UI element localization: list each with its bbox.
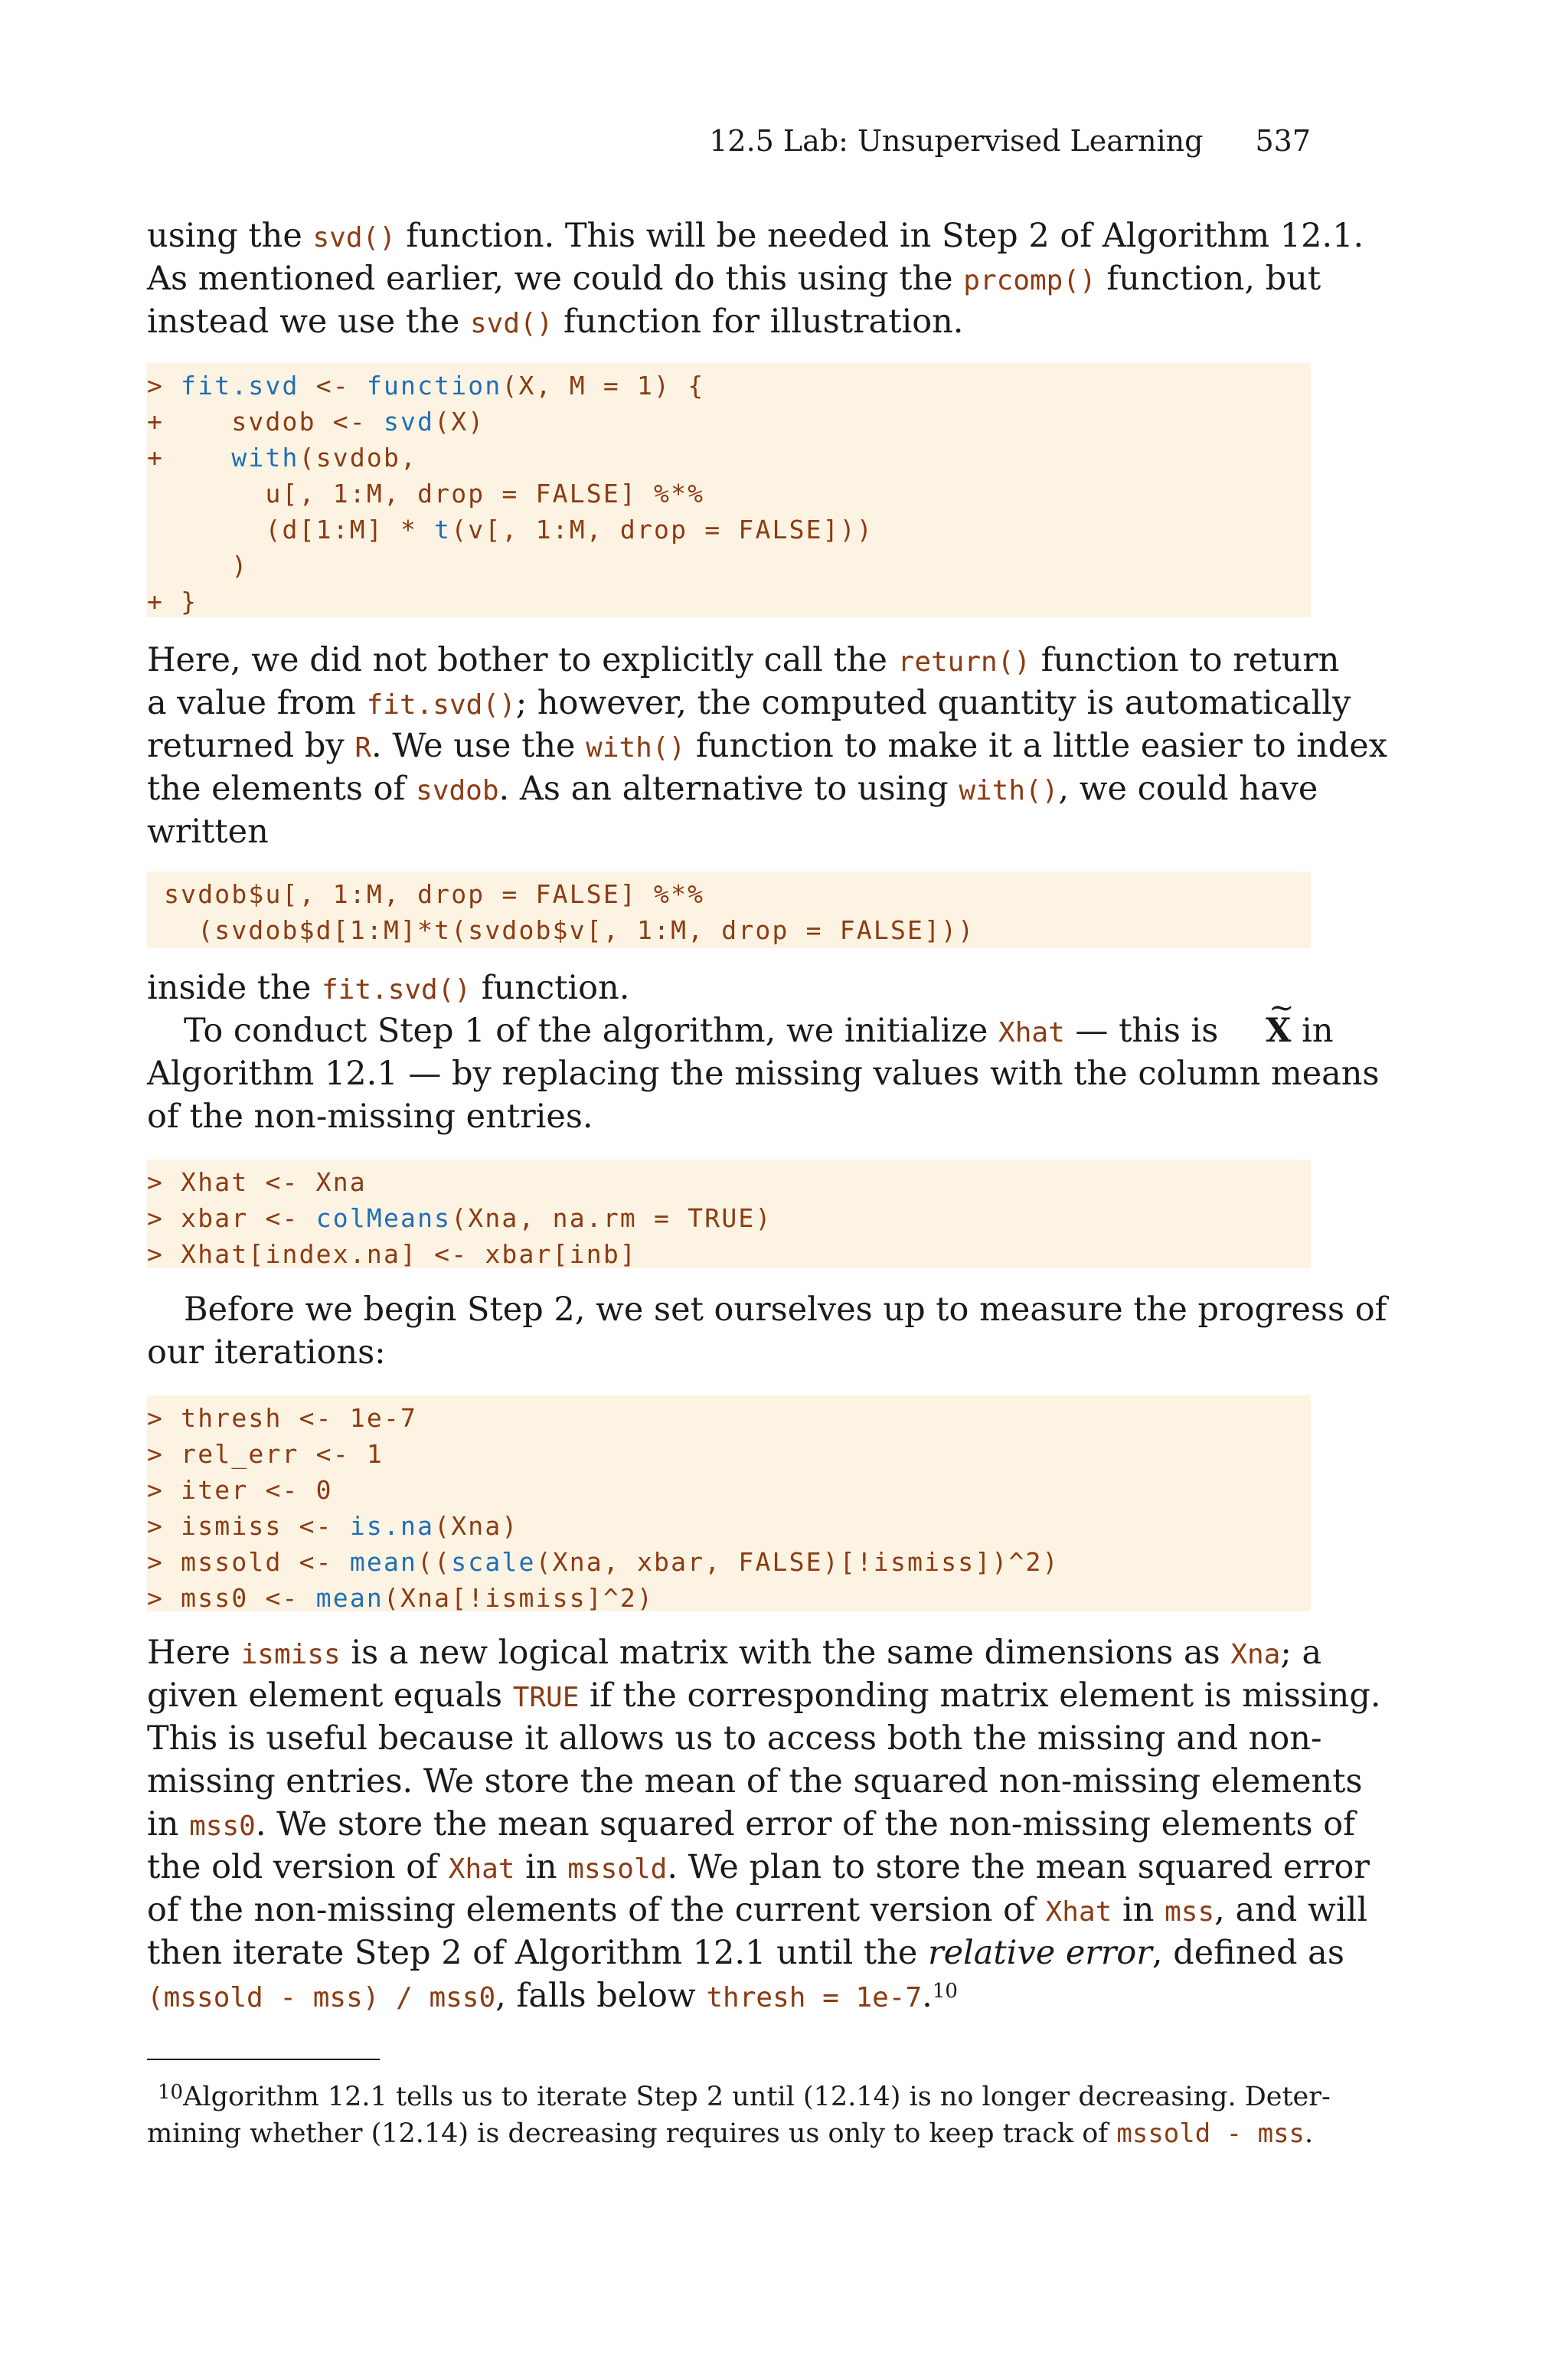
text-line: of the non-missing entries. [147, 1097, 593, 1136]
code-line: + svdob <- svd(X) [147, 407, 485, 437]
x-tilde-symbol: ~ X [1229, 1009, 1291, 1052]
footnote-rule [147, 2059, 380, 2060]
code-line: > mss0 <- mean(Xna[!ismiss]^2) [147, 1583, 655, 1613]
code-line: > ismiss <- is.na(Xna) [147, 1511, 519, 1541]
inline-code: (mssold - mss) / mss0 [147, 1982, 496, 2013]
text-line: our iterations: [147, 1333, 386, 1372]
code-line: + } [147, 587, 198, 617]
inline-code: svdob [416, 775, 499, 806]
text-line: a value from fit.svd(); however, the computed quantity is automatically [147, 684, 1351, 722]
text-line: in mss0. We store the mean squared error of the non-missing elements of [147, 1805, 1356, 1843]
code-line: > iter <- 0 [147, 1475, 333, 1505]
code-line: > mssold <- mean((scale(Xna, xbar, FALSE)[!ismiss])^2) [147, 1547, 1060, 1577]
inline-code: ismiss [240, 1639, 341, 1670]
text-line: To conduct Step 1 of the algorithm, we initialize Xhat — this is ~ X in [147, 1009, 1311, 1052]
text-line: Before we begin Step 2, we set ourselves up to measure the progress of [184, 1290, 1387, 1329]
inline-code: with() [586, 732, 686, 764]
inline-code: with() [959, 775, 1059, 806]
paragraph-2 [147, 639, 1387, 853]
inline-code: mssold [567, 1853, 668, 1885]
inline-code: fit.svd() [322, 974, 472, 1006]
inline-code: Xhat [998, 1017, 1065, 1048]
section-title: 12.5 Lab: Unsupervised Learning [709, 124, 1204, 158]
text-line: $^{10}$Algorithm 12.1 tells us to iterate Step 2 until (12.14) is no longer decreasing. Deter- [158, 2081, 1331, 2112]
code-line: (d[1:M] * t(v[, 1:M, drop = FALSE])) [147, 515, 874, 545]
inline-code: prcomp() [963, 265, 1096, 296]
code-block-alternative [147, 872, 1311, 948]
inline-code: svd() [469, 308, 554, 339]
code-line: > xbar <- colMeans(Xna, na.rm = TRUE) [147, 1203, 773, 1233]
text-line: mining whether (12.14) is decreasing requires us only to keep track of mssold - mss. [147, 2118, 1314, 2149]
paragraph-6 [147, 1631, 1381, 2017]
page-number: 537 [1255, 124, 1311, 158]
text-line: instead we use the svd() function for illustration. [147, 303, 964, 341]
code-line: > fit.svd <- function(X, M = 1) { [147, 371, 705, 401]
text-line: the elements of svdob. As an alternative to using with(), we could have [147, 770, 1318, 808]
code-line: > thresh <- 1e-7 [147, 1403, 418, 1433]
text-line: This is useful because it allows us to access both the missing and non- [147, 1719, 1322, 1758]
text-line: of the non-missing elements of the current version of Xhat in mss, and will [147, 1891, 1368, 1929]
paragraph-1 [147, 214, 1364, 343]
text-line: inside the fit.svd() function. [147, 969, 630, 1007]
inline-code: svd() [312, 222, 396, 254]
text-line: As mentioned earlier, we could do this using the prcomp() function, but [147, 260, 1321, 298]
text-line: Here, we did not bother to explicitly call the return() function to return [147, 641, 1340, 679]
inline-code: Xhat [448, 1853, 515, 1885]
paragraph-3 [147, 967, 1311, 1009]
code-block-setup [147, 1395, 1311, 1611]
emphasis: relative error [928, 1934, 1152, 1972]
text-line: Here ismiss is a new logical matrix with the same dimensions as Xna; a [147, 1634, 1322, 1672]
inline-code: Xna [1230, 1639, 1281, 1670]
text-line: then iterate Step 2 of Algorithm 12.1 until the relative error, defined as [147, 1934, 1344, 1972]
text-line: Algorithm 12.1 — by replacing the missing values with the column means [147, 1055, 1380, 1093]
paragraph-4 [147, 1009, 1380, 1138]
inline-code: Xhat [1045, 1896, 1112, 1928]
text-line: written [147, 813, 269, 851]
running-header [709, 124, 1311, 158]
code-line: > Xhat <- Xna [147, 1167, 367, 1197]
footnote-mark: 10 [158, 2081, 184, 2104]
footnote [147, 2079, 1331, 2152]
text-line: given element equals TRUE if the corresponding matrix element is missing. [147, 1676, 1381, 1715]
inline-code: fit.svd() [366, 689, 516, 721]
inline-code: thresh = 1e-7 [706, 1982, 923, 2013]
code-line: + with(svdob, [147, 443, 418, 473]
code-line: > Xhat[index.na] <- xbar[inb] [147, 1239, 637, 1269]
text-line: returned by R. We use the with() function to make it a little easier to index [147, 727, 1387, 765]
inline-code: mss [1165, 1896, 1215, 1928]
inline-code: mss0 [189, 1810, 256, 1842]
code-line: svdob$u[, 1:M, drop = FALSE] %*% [147, 879, 705, 909]
inline-code: TRUE [512, 1682, 580, 1713]
footnote-ref[interactable]: 10 [932, 1980, 958, 2003]
inline-code: R [354, 732, 372, 764]
code-block-fit-svd [147, 363, 1311, 617]
text-line: the old version of Xhat in mssold. We plan to store the mean squared error [147, 1848, 1370, 1886]
code-line: > rel_err <- 1 [147, 1439, 384, 1469]
code-line: ) [147, 551, 249, 581]
code-block-init-xhat [147, 1160, 1311, 1268]
inline-code: mssold - mss [1116, 2118, 1305, 2149]
text-line: (mssold - mss) / mss0, falls below thresh = 1e-7.10 [147, 1977, 958, 2015]
code-line: (svdob$d[1:M]*t(svdob$v[, 1:M, drop = FALSE])) [147, 915, 975, 945]
paragraph-5 [147, 1288, 1387, 1374]
code-line: u[, 1:M, drop = FALSE] %*% [147, 479, 705, 509]
text-line: missing entries. We store the mean of the squared non-missing elements [147, 1762, 1363, 1801]
inline-code: return() [897, 646, 1031, 678]
text-line: using the svd() function. This will be needed in Step 2 of Algorithm 12.1. [147, 217, 1364, 255]
